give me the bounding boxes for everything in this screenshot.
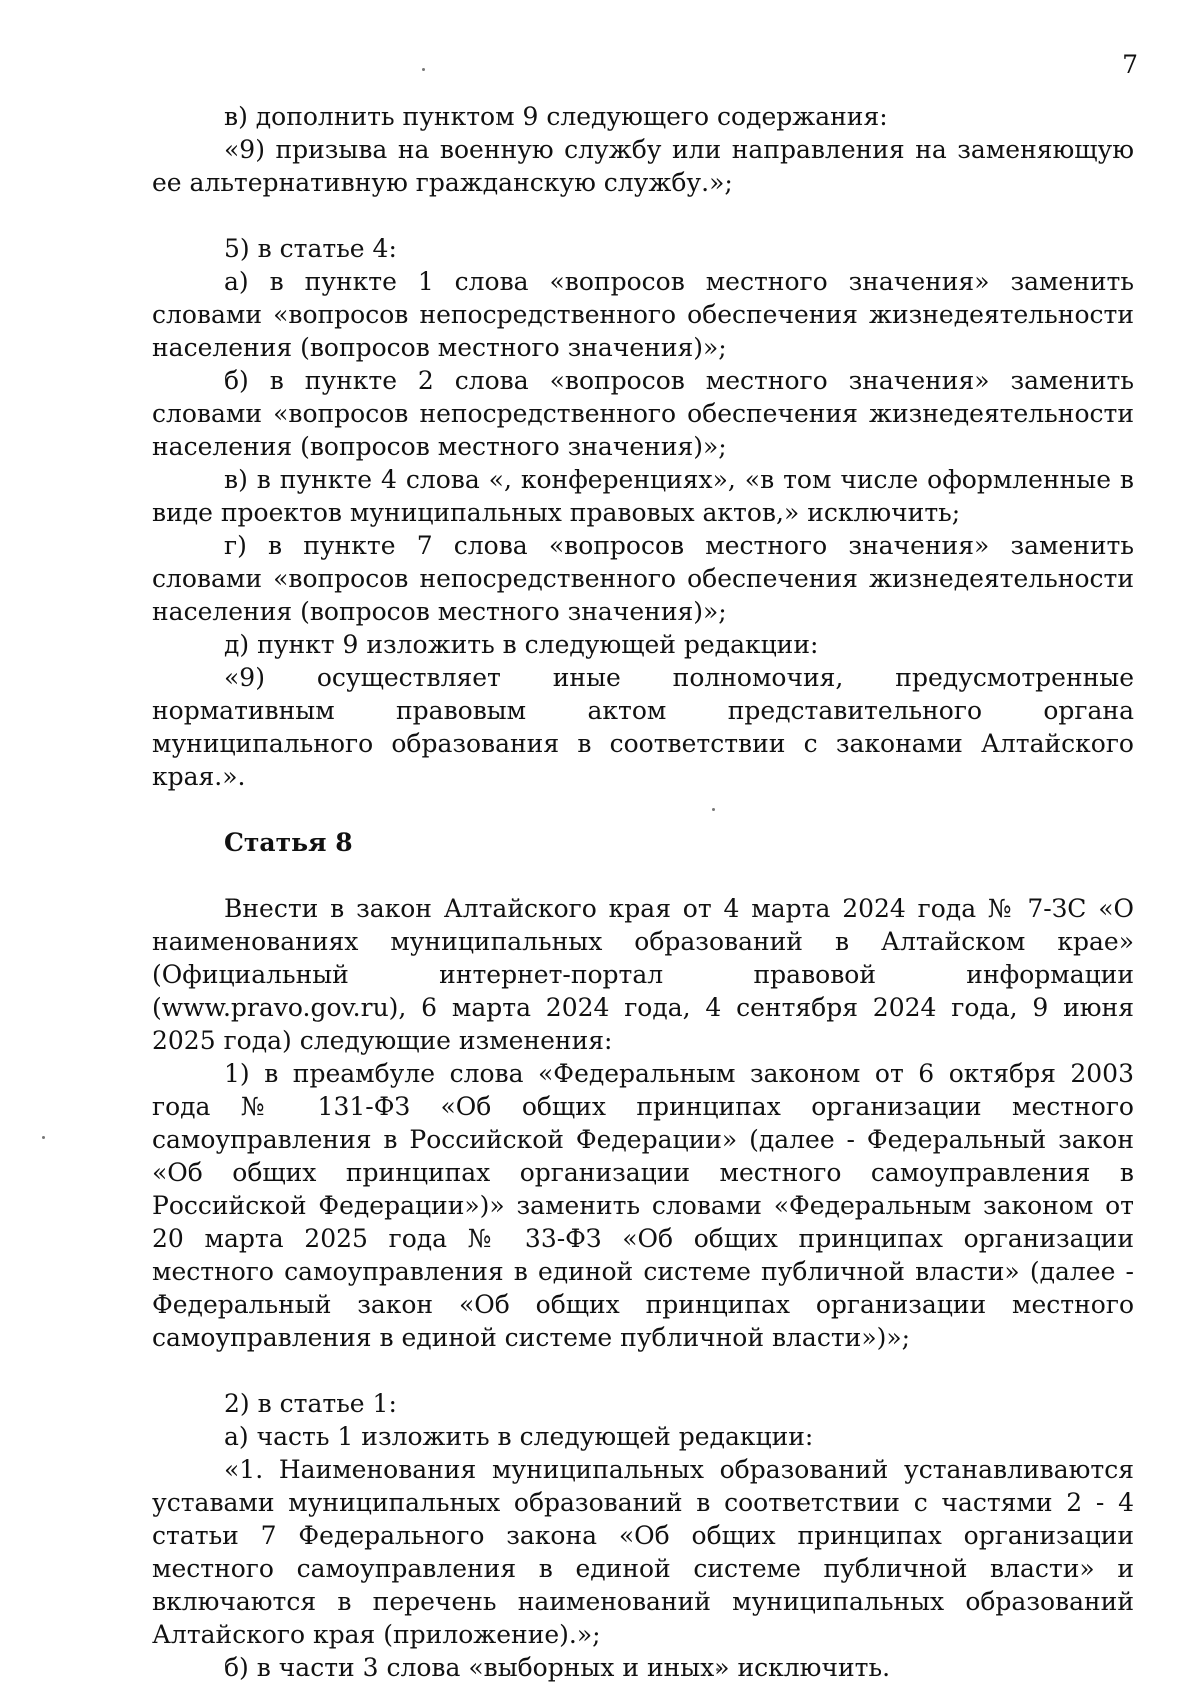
page-number: 7 <box>1122 50 1138 79</box>
paragraph: 2) в статье 1: <box>224 1389 397 1418</box>
paragraph: «9) осуществляет иные полномочия, предусмотренные нормативным правовым актом представительного органа муниципального образования в соответствии с законами Алтайского края.». <box>152 663 1134 791</box>
paragraph: Внести в закон Алтайского края от 4 марта 2024 года № 7-ЗС «О наименованиях муниципальных образований в Алтайском крае» (Официальный интернет-портал правовой информации (www.pravo.gov.ru), 6 марта 2024 года, 4 сентября 2024 года, 9 июня 2025 года) следующие изменения: <box>152 894 1134 1055</box>
paragraph: «9) призыва на военную службу или направления на заменяющую ее альтернативную гражданскую службу.»; <box>152 135 1134 197</box>
paragraph: д) пункт 9 изложить в следующей редакции: <box>224 630 819 659</box>
paragraph: 1) в преамбуле слова «Федеральным законом от 6 октября 2003 года № 131-ФЗ «Об общих принципах организации местного самоуправления в Российской Федерации» (далее - Федеральный закон «Об общих принципах организации местного самоуправления в Российской Федерации»)» заменить словами «Федеральным законом от 20 марта 2025 года № 33-ФЗ «Об общих принципах организации местного самоуправления в единой системе публичной власти» (далее - Федеральный закон «Об общих принципах организации местного самоуправления в единой системе публичной власти»)»; <box>152 1059 1134 1352</box>
paragraph: «1. Наименования муниципальных образований устанавливаются уставами муниципальных образований в соответствии с частями 2 - 4 статьи 7 Федерального закона «Об общих принципах организации местного самоуправления в единой системе публичной власти» и включаются в перечень наименований муниципальных образований Алтайского края (приложение).»; <box>152 1455 1134 1649</box>
scan-speck <box>422 68 425 71</box>
paragraph: а) в пункте 1 слова «вопросов местного значения» заменить словами «вопросов непосредственного обеспечения жизнедеятельности населения (вопросов местного значения)»; <box>152 267 1134 362</box>
paragraph: б) в части 3 слова «выборных и иных» исключить. <box>224 1653 891 1682</box>
paragraph: 5) в статье 4: <box>224 234 397 263</box>
paragraph: а) часть 1 изложить в следующей редакции: <box>224 1422 814 1451</box>
paragraph: б) в пункте 2 слова «вопросов местного значения» заменить словами «вопросов непосредственного обеспечения жизнедеятельности населения (вопросов местного значения)»; <box>152 366 1134 461</box>
paragraph: в) в пункте 4 слова «, конференциях», «в том числе оформленные в виде проектов муниципальных правовых актов,» исключить; <box>152 465 1134 527</box>
document-body <box>152 100 1134 1684</box>
paragraph: г) в пункте 7 слова «вопросов местного значения» заменить словами «вопросов непосредственного обеспечения жизнедеятельности населения (вопросов местного значения)»; <box>152 531 1134 626</box>
paragraph: в) дополнить пунктом 9 следующего содержания: <box>224 102 888 131</box>
article-heading: Статья 8 <box>224 828 353 857</box>
scan-speck <box>42 1136 45 1139</box>
